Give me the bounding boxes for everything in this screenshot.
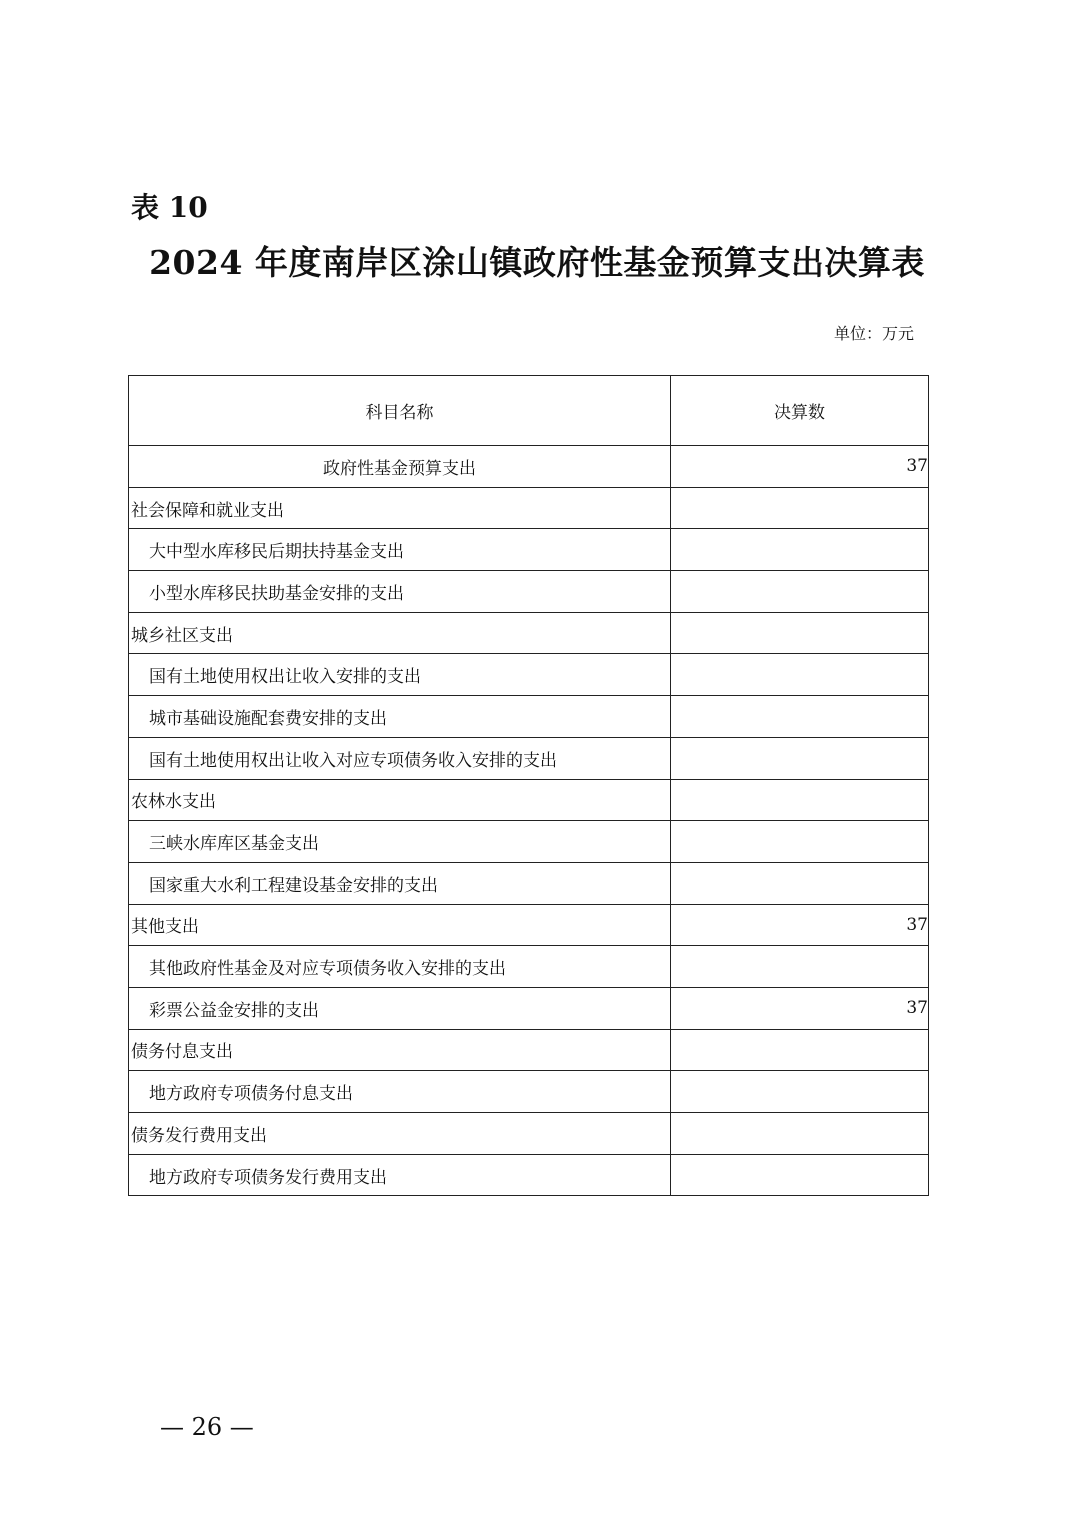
row-final-amount: [671, 1154, 929, 1196]
table-row: [129, 737, 929, 779]
header-item-name: 科目名称: [129, 376, 671, 446]
row-item-name: 其他支出: [129, 904, 671, 946]
row-item-name: 城市基础设施配套费安排的支出: [129, 696, 671, 738]
budget-table: [128, 375, 929, 1196]
table-row: [129, 904, 929, 946]
row-final-amount: [671, 529, 929, 571]
row-final-amount: 37: [671, 987, 929, 1029]
row-item-name: 国有土地使用权出让收入对应专项债务收入安排的支出: [129, 737, 671, 779]
row-item-name: 大中型水库移民后期扶持基金支出: [129, 529, 671, 571]
table-row: [129, 446, 929, 488]
table-row: [129, 612, 929, 654]
row-item-name: 小型水库移民扶助基金安排的支出: [129, 571, 671, 613]
row-final-amount: [671, 779, 929, 821]
row-final-amount: [671, 1113, 929, 1155]
row-item-name: 城乡社区支出: [129, 612, 671, 654]
table-row: [129, 1029, 929, 1071]
row-final-amount: [671, 862, 929, 904]
table-header-row: [129, 376, 929, 446]
unit-label: 单位：万元: [833, 324, 914, 343]
table-row: [129, 821, 929, 863]
table-row: [129, 946, 929, 988]
header-final-amount: 决算数: [671, 376, 929, 446]
table-row: [129, 487, 929, 529]
table-label: 表 10: [131, 191, 208, 224]
table-row: [129, 571, 929, 613]
row-item-name: 地方政府专项债务发行费用支出: [129, 1154, 671, 1196]
table-row: [129, 862, 929, 904]
row-item-name: 国有土地使用权出让收入安排的支出: [129, 654, 671, 696]
row-item-name: 国家重大水利工程建设基金安排的支出: [129, 862, 671, 904]
table-row: [129, 1154, 929, 1196]
row-item-name: 彩票公益金安排的支出: [129, 987, 671, 1029]
table-row: [129, 987, 929, 1029]
row-item-name: 其他政府性基金及对应专项债务收入安排的支出: [129, 946, 671, 988]
row-final-amount: [671, 571, 929, 613]
row-final-amount: [671, 487, 929, 529]
row-final-amount: [671, 737, 929, 779]
row-final-amount: [671, 1071, 929, 1113]
table-row: [129, 529, 929, 571]
table-row: [129, 779, 929, 821]
row-item-name: 债务付息支出: [129, 1029, 671, 1071]
row-item-name: 政府性基金预算支出: [129, 446, 671, 488]
row-final-amount: [671, 612, 929, 654]
row-final-amount: [671, 696, 929, 738]
table-body: [129, 446, 929, 1196]
table-row: [129, 696, 929, 738]
table-row: [129, 654, 929, 696]
table-row: [129, 1071, 929, 1113]
row-final-amount: 37: [671, 904, 929, 946]
row-final-amount: 37: [671, 446, 929, 488]
row-final-amount: [671, 946, 929, 988]
table-row: [129, 1113, 929, 1155]
row-final-amount: [671, 1029, 929, 1071]
row-final-amount: [671, 654, 929, 696]
row-item-name: 三峡水库库区基金支出: [129, 821, 671, 863]
document-title: 2024 年度南岸区涂山镇政府性基金预算支出决算表: [149, 243, 925, 282]
row-item-name: 地方政府专项债务付息支出: [129, 1071, 671, 1113]
row-item-name: 债务发行费用支出: [129, 1113, 671, 1155]
page-number: — 26 —: [160, 1413, 254, 1441]
row-item-name: 社会保障和就业支出: [129, 487, 671, 529]
row-final-amount: [671, 821, 929, 863]
row-item-name: 农林水支出: [129, 779, 671, 821]
